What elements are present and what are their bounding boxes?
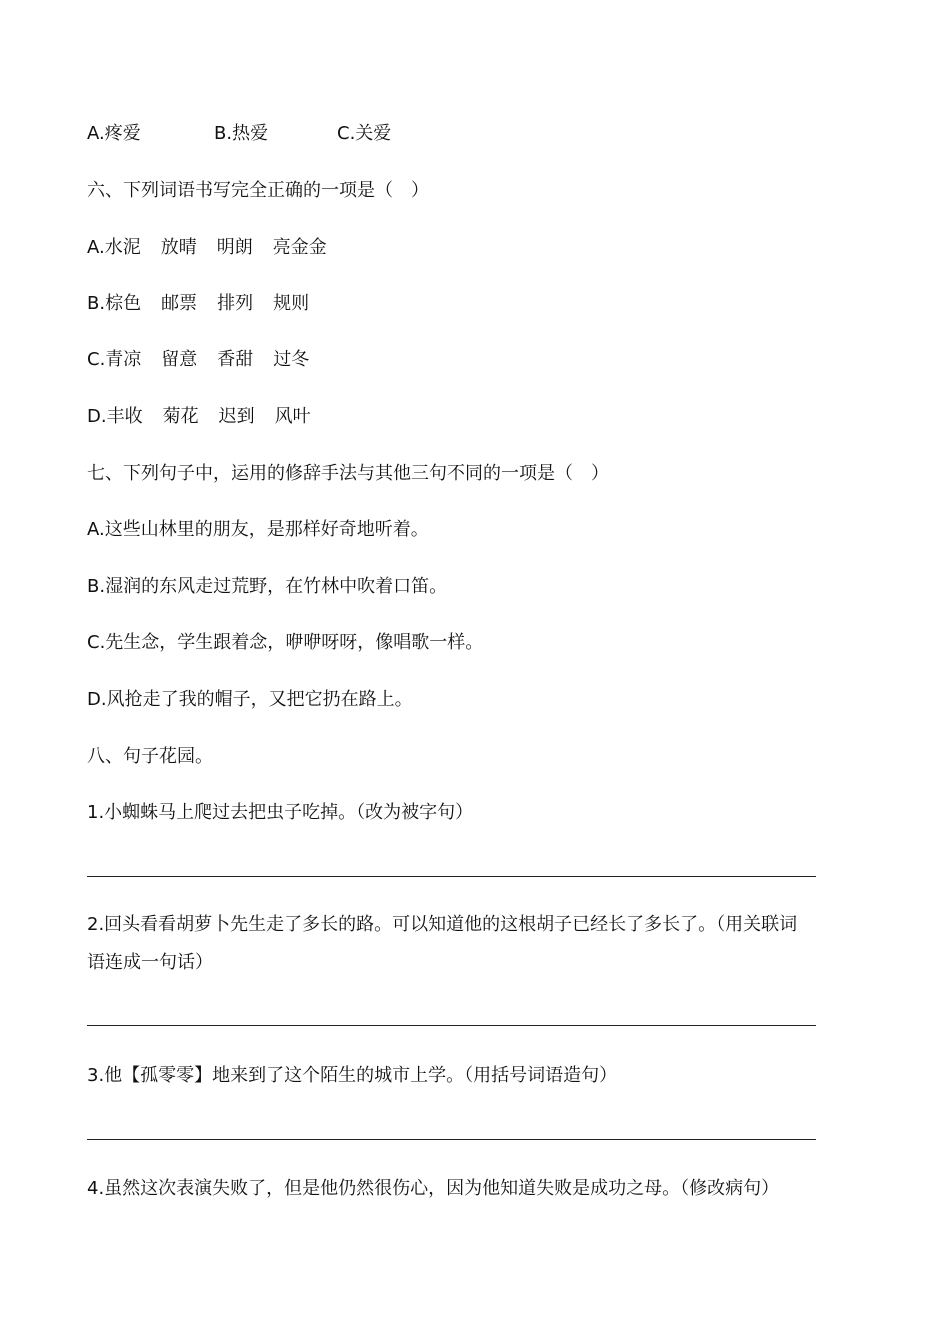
- q6-option-a-word: 明朗: [216, 237, 253, 258]
- q5-option-c: C.关爱: [337, 123, 392, 144]
- q8-item-3: 3.他【孤零零】地来到了这个陌生的城市上学。（用括号词语造句）: [87, 1065, 618, 1086]
- q6-option-d-word: 迟到: [218, 406, 255, 427]
- q8-item-1: 1.小蜘蛛马上爬过去把虫子吃掉。（改为被字句）: [87, 802, 474, 823]
- q6-option-d: [87, 405, 331, 429]
- q6-option-d-label: D.丰收: [87, 406, 143, 427]
- answer-line-2[interactable]: [87, 1025, 816, 1026]
- q8-title: 八、句子花园。: [87, 746, 213, 767]
- q6-option-c: [87, 348, 329, 372]
- q6-option-c-word: 留意: [161, 349, 198, 370]
- q8-item-2-continued: 语连成一句话）: [87, 952, 213, 973]
- q6-option-a: [87, 236, 347, 260]
- q7-option-d: D.风抢走了我的帽子，又把它扔在路上。: [87, 689, 413, 710]
- q8-item-4: 4.虽然这次表演失败了，但是他仍然很伤心，因为他知道失败是成功之母。（修改病句）: [87, 1178, 780, 1199]
- q6-option-a-word: 放晴: [160, 237, 197, 258]
- q7-option-b: B.湿润的东风走过荒野，在竹林中吹着口笛。: [87, 576, 448, 597]
- answer-line-1[interactable]: [87, 876, 816, 877]
- q7-option-c: C.先生念，学生跟着念，咿咿呀呀，像唱歌一样。: [87, 632, 484, 653]
- q6-option-a-word: 亮金金: [272, 237, 327, 258]
- q5-option-a: A.疼爱: [87, 123, 141, 144]
- q6-title: 六、下列词语书写完全正确的一项是（ ）: [87, 180, 429, 201]
- q6-option-d-word: 风叶: [274, 406, 311, 427]
- q6-option-b-word: 规则: [273, 293, 310, 314]
- q7-title: 七、下列句子中，运用的修辞手法与其他三句不同的一项是（ ）: [87, 463, 609, 484]
- answer-line-3[interactable]: [87, 1139, 816, 1140]
- q6-option-d-word: 菊花: [162, 406, 199, 427]
- q6-option-b: [87, 292, 329, 316]
- q7-option-a: A.这些山林里的朋友，是那样好奇地听着。: [87, 519, 429, 540]
- q6-option-b-label: B.棕色: [87, 293, 142, 314]
- q6-option-b-word: 排列: [217, 293, 254, 314]
- q6-option-a-label: A.水泥: [87, 237, 141, 258]
- q6-option-c-word: 过冬: [273, 349, 310, 370]
- q8-item-2: 2.回头看看胡萝卜先生走了多长的路。可以知道他的这根胡子已经长了多长了。（用关联词: [87, 914, 798, 935]
- q6-option-c-label: C.青凉: [87, 349, 142, 370]
- q5-option-b: B.热爱: [214, 123, 269, 144]
- q6-option-b-word: 邮票: [161, 293, 198, 314]
- q6-option-c-word: 香甜: [217, 349, 254, 370]
